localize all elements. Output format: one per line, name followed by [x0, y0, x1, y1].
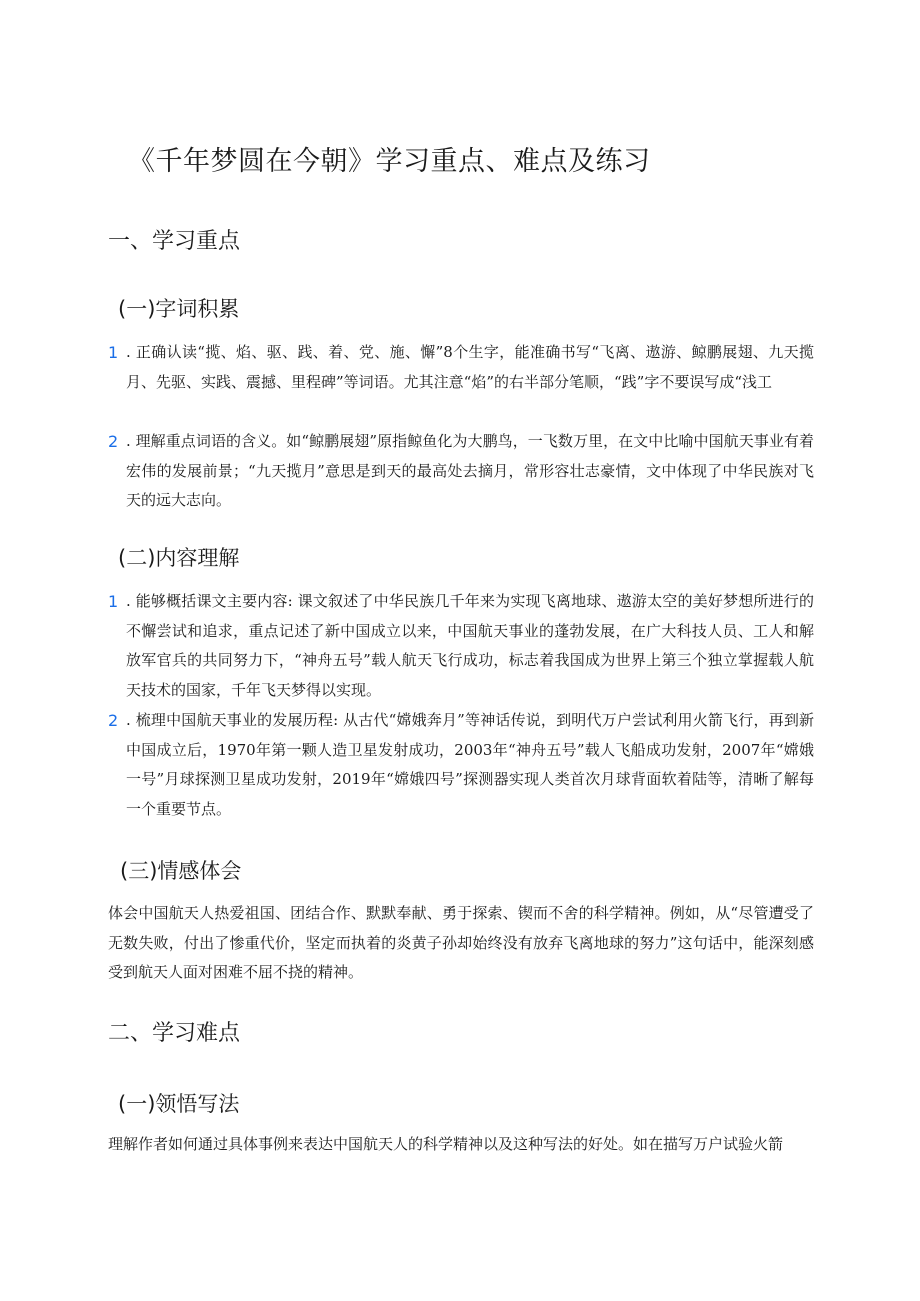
list-item — [108, 338, 814, 397]
document-title: 《千年梦圆在今朝》学习重点、难点及练习 — [128, 146, 651, 177]
paragraph-writing-method: 理解作者如何通过具体事例来表达中国航天人的科学精神以及这种写法的好处。如在描写万户试验火箭 — [108, 1135, 784, 1153]
subheading-content-understanding: (二)内容理解 — [118, 546, 240, 570]
list-item — [108, 427, 814, 516]
subheading-writing-method: (一)领悟写法 — [118, 1092, 240, 1116]
list-item-text: . 理解重点词语的含义。如“鲸鹏展翅”原指鲸鱼化为大鹏鸟，一飞数万里，在文中比喻中国航天事业有着宏伟的发展前景；“九天揽月”意思是到天的最高处去摘月，常形容壮志豪情，文中体现了中华民族对飞天的远大志向。 — [126, 432, 814, 509]
list-item-text: . 能够概括课文主要内容: 课文叙述了中华民族几千年来为实现飞离地球、遨游太空的美好梦想所进行的不懈尝试和追求，重点记述了新中国成立以来，中国航天事业的蓬勃发展，在广大科技人员、工人和解放军官兵的共同努力下，“神舟五号”载人航天飞行成功，标志着我国成为世界上第三个独立掌握载人航天技术的国家，千年飞天梦得以实现。 — [126, 592, 814, 699]
list-item-text: . 正确认读“揽、焰、驱、践、着、党、施、懈”8个生字，能准确书写“飞离、遨游、鲸鹏展翅、九天揽月、先驱、实践、震撼、里程碑”等词语。尤其注意“焰”的右半部分笔顺，“践”字不要误写成“浅工 — [126, 343, 814, 391]
list-number: 2 — [108, 432, 119, 451]
subheading-emotional-experience: (三)情感体会 — [120, 859, 242, 883]
list-item-text: . 梳理中国航天事业的发展历程: 从古代“嫦娥奔月”等神话传说，到明代万户尝试利用火箭飞行，再到新中国成立后，1970年第一颗人造卫星发射成功，2003年“神舟五号”载人飞船成功发射，2007年“嫦娥一号”月球探测卫星成功发射，2019年“嫦娥四号”探测器实现人类首次月球背面软着陆等，清晰了解每一个重要节点。 — [126, 711, 814, 818]
section-heading-difficulties: 二、学习难点 — [108, 1021, 241, 1046]
subheading-vocabulary: (一)字词积累 — [118, 297, 240, 321]
list-number: 2 — [108, 711, 119, 730]
list-item — [108, 587, 814, 705]
section-heading-key-points: 一、学习重点 — [108, 229, 241, 254]
list-item — [108, 706, 814, 824]
list-number: 1 — [108, 343, 119, 362]
list-number: 1 — [108, 592, 119, 611]
paragraph-emotion: 体会中国航天人热爱祖国、团结合作、默默奉献、勇于探索、锲而不舍的科学精神。例如，从“尽管遭受了无数失败，付出了惨重代价，坚定而执着的炎黄子孙却始终没有放弃飞离地球的努力”这句话中，能深刻感受到航天人面对困难不屈不挠的精神。 — [108, 904, 814, 981]
